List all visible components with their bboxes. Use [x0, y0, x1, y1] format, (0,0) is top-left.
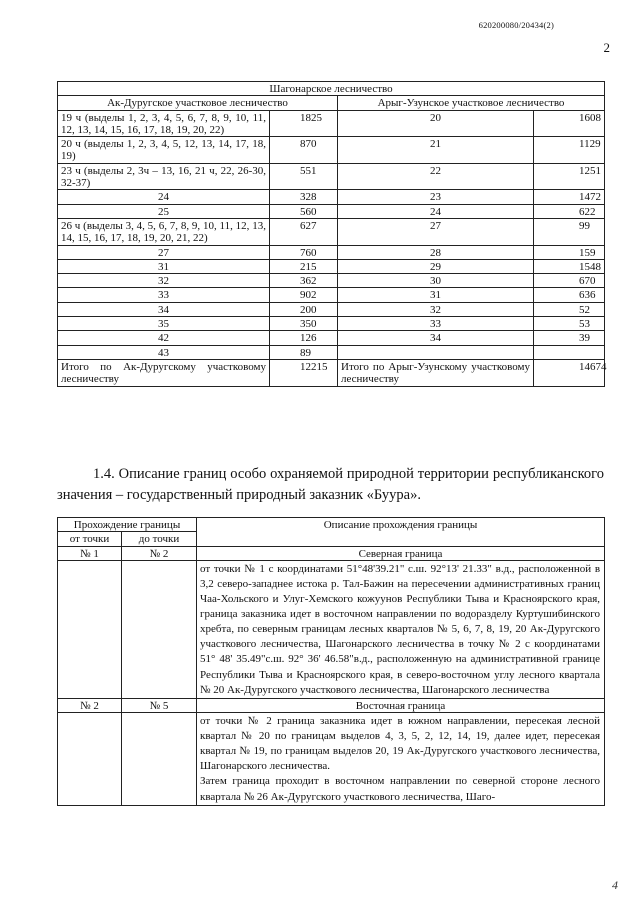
- forestry-table: [57, 81, 605, 387]
- right-quarter-label: [338, 345, 534, 359]
- right-area: 159: [534, 245, 605, 259]
- left-quarter-label: 25: [58, 204, 270, 218]
- forestry-row: [58, 274, 605, 288]
- boundary-heading: Восточная граница: [197, 698, 605, 712]
- empty-cell: [122, 560, 197, 698]
- right-area: [534, 345, 605, 359]
- right-quarter-label: 22: [338, 163, 534, 190]
- forestry-row: [58, 218, 605, 245]
- boundary-description: [197, 713, 605, 806]
- boundary-row-east: [58, 698, 605, 712]
- left-quarter-label: 23 ч (выделы 2, 3ч – 13, 16, 21 ч, 22, 26-30, 32-37): [58, 163, 270, 190]
- left-forestry-header: Ак-Дуругское участковое лесничество: [58, 96, 338, 110]
- empty-cell: [58, 713, 122, 806]
- forestry-title: Шагонарское лесничество: [58, 82, 605, 96]
- header-passage: Прохождение границы: [58, 518, 197, 532]
- right-area: 1129: [534, 137, 605, 164]
- left-total-label: Итого по Ак-Дуругскому участковому лесничеству: [58, 359, 270, 386]
- right-quarter-label: 28: [338, 245, 534, 259]
- right-quarter-label: 30: [338, 274, 534, 288]
- boundary-heading: Северная граница: [197, 546, 605, 560]
- left-quarter-label: 34: [58, 302, 270, 316]
- forestry-title-row: [58, 82, 605, 96]
- right-area: 622: [534, 204, 605, 218]
- forestry-row: [58, 204, 605, 218]
- left-area: 870: [270, 137, 338, 164]
- boundary-header-row: [58, 518, 605, 532]
- left-total-value: 12215: [270, 359, 338, 386]
- left-quarter-label: 24: [58, 190, 270, 204]
- right-area: 1608: [534, 110, 605, 137]
- empty-cell: [58, 560, 122, 698]
- to-point: № 5: [122, 698, 197, 712]
- forestry-row: [58, 345, 605, 359]
- right-area: 53: [534, 317, 605, 331]
- header-description: Описание прохождения границы: [197, 518, 605, 547]
- right-quarter-label: 29: [338, 259, 534, 273]
- page-number: 2: [603, 40, 610, 55]
- forestry-row: [58, 288, 605, 302]
- boundary-description-part2: Затем граница проходит в восточном направлении по северной стороне лесного квартала № 26 Ак-Дуругского участкового лесничества, Шаго-: [200, 775, 601, 803]
- left-quarter-label: 27: [58, 245, 270, 259]
- left-quarter-label: 20 ч (выделы 1, 2, 3, 4, 5, 12, 13, 14, 17, 18, 19): [58, 137, 270, 164]
- right-area: 1251: [534, 163, 605, 190]
- left-quarter-label: 19 ч (выделы 1, 2, 3, 4, 5, 6, 7, 8, 9, 10, 11, 12, 13, 14, 15, 16, 17, 18, 19, 20, 22): [58, 110, 270, 137]
- right-forestry-header: Арыг-Узунское участковое лесничество: [338, 96, 605, 110]
- left-area: 760: [270, 245, 338, 259]
- right-area: 99: [534, 218, 605, 245]
- right-area: 39: [534, 331, 605, 345]
- document-id: 620200080/20434(2): [478, 20, 554, 30]
- right-area: 1548: [534, 259, 605, 273]
- boundary-row-north-text: [58, 560, 605, 698]
- boundary-description: от точки № 1 с координатами 51°48'39.21" с.ш. 92°13' 21.33" в.д., расположенной в 3,2 северо-западнее истока р. Тал-Бажин на пересечении административных границ Чаа-Хольского и Улуг-Хемского кожуунов Республики Тыва и Красноярского края, граница заказника идет в восточном направлении по водоразделу Куртушибинского хребта, по северным границам лесных кварталов № 5, 6, 7, 8, 19, 20 Ак-Дуругского участкового лесничества, Шагонарского лесничества в точку № 2 с координатами 51° 48' 35.49"с.ш. 92° 36' 46.58"в.д., расположенную на административной границе Республики Тыва и Красноярского края, в северо-восточном углу лесного квартала № 20 Ак-Дуругского участкового лесничества, Шагонарского лесничества: [197, 560, 605, 698]
- boundary-row-east-text: [58, 713, 605, 806]
- to-point: № 2: [122, 546, 197, 560]
- left-quarter-label: 33: [58, 288, 270, 302]
- left-area: 328: [270, 190, 338, 204]
- right-area: 52: [534, 302, 605, 316]
- right-quarter-label: 27: [338, 218, 534, 245]
- from-point: № 2: [58, 698, 122, 712]
- forestry-row: [58, 259, 605, 273]
- right-area: 1472: [534, 190, 605, 204]
- section-title: 1.4. Описание границ особо охраняемой природной территории республиканского значения – государственный природный заказник «Буура».: [57, 466, 604, 503]
- right-quarter-label: 21: [338, 137, 534, 164]
- forestry-row: [58, 163, 605, 190]
- right-total-label: Итого по Арыг-Узунскому участковому лесничеству: [338, 359, 534, 386]
- header-from-point: от точки: [58, 532, 122, 546]
- right-area: 636: [534, 288, 605, 302]
- from-point: № 1: [58, 546, 122, 560]
- right-quarter-label: 20: [338, 110, 534, 137]
- forestry-row: [58, 137, 605, 164]
- left-quarter-label: 31: [58, 259, 270, 273]
- left-quarter-label: 42: [58, 331, 270, 345]
- forestry-row: [58, 317, 605, 331]
- right-quarter-label: 33: [338, 317, 534, 331]
- forestry-row: [58, 190, 605, 204]
- right-quarter-label: 31: [338, 288, 534, 302]
- right-quarter-label: 34: [338, 331, 534, 345]
- right-quarter-label: 24: [338, 204, 534, 218]
- boundary-table: [57, 517, 605, 806]
- right-quarter-label: 23: [338, 190, 534, 204]
- header-to-point: до точки: [122, 532, 197, 546]
- left-area: 560: [270, 204, 338, 218]
- left-area: 1825: [270, 110, 338, 137]
- right-total-value: 14674: [534, 359, 605, 386]
- left-area: 89: [270, 345, 338, 359]
- forestry-row: [58, 331, 605, 345]
- left-area: 215: [270, 259, 338, 273]
- left-quarter-label: 43: [58, 345, 270, 359]
- forestry-total-row: [58, 359, 605, 386]
- left-area: 627: [270, 218, 338, 245]
- corner-mark: 4: [612, 878, 618, 892]
- left-area: 350: [270, 317, 338, 331]
- left-area: 200: [270, 302, 338, 316]
- boundary-row-north: [58, 546, 605, 560]
- left-quarter-label: 32: [58, 274, 270, 288]
- left-quarter-label: 26 ч (выделы 3, 4, 5, 6, 7, 8, 9, 10, 11, 12, 13, 14, 15, 16, 17, 18, 19, 20, 21, 22): [58, 218, 270, 245]
- right-area: 670: [534, 274, 605, 288]
- left-area: 551: [270, 163, 338, 190]
- right-quarter-label: 32: [338, 302, 534, 316]
- forestry-header-row: [58, 96, 605, 110]
- forestry-row: [58, 110, 605, 137]
- left-area: 902: [270, 288, 338, 302]
- left-quarter-label: 35: [58, 317, 270, 331]
- left-area: 362: [270, 274, 338, 288]
- empty-cell: [122, 713, 197, 806]
- boundary-description-part1: от точки № 2 граница заказника идет в южном направлении, пересекая лесной квартал № 20 по границам выделов 4, 3, 5, 2, 12, 14, 19, далее идет, пересекая квартал № 19, по границам выделов 20, 19 Ак-Дуругского участкового лесничества, Шагонарского лесничества.: [200, 715, 601, 773]
- forestry-row: [58, 245, 605, 259]
- forestry-row: [58, 302, 605, 316]
- left-area: 126: [270, 331, 338, 345]
